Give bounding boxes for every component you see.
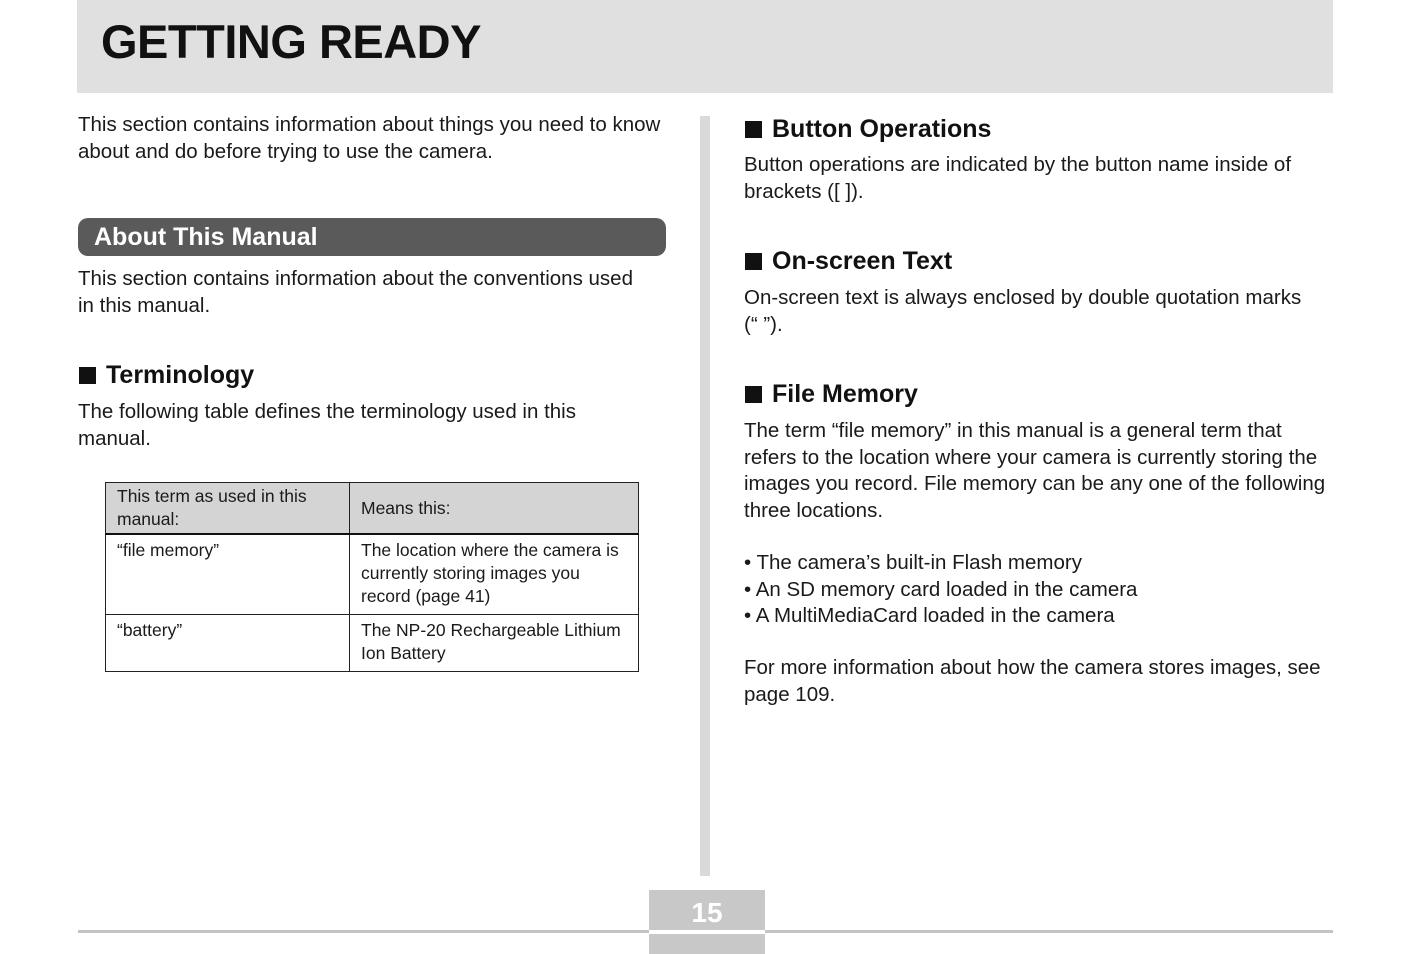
list-item: • An SD memory card loaded in the camera [744,577,1138,601]
table-header-meaning: Means this: [350,483,639,535]
button-operations-heading-label: Button Operations [772,115,992,143]
page-number: 15 [691,897,723,928]
onscreen-text-heading-label: On-screen Text [772,247,953,275]
section-intro-paragraph: This section contains information about the conventions used in this manual. [78,267,633,317]
table-cell-term: “file memory” [106,534,350,615]
file-memory-heading [744,379,918,409]
header-band [77,0,1333,93]
terminology-table [105,482,639,672]
table-cell-meaning: The NP-20 Rechargeable Lithium Ion Battery [350,615,639,672]
table-header-term: This term as used in this manual: [106,483,350,535]
page-title: GETTING READY [101,15,481,68]
square-bullet-icon [745,386,762,403]
section-bar-about-this-manual [78,218,666,256]
list-item: • The camera’s built-in Flash memory [744,551,1082,574]
section-title: About This Manual [94,223,318,251]
table-cell-term: “battery” [106,615,350,672]
table-cell-meaning: The location where the camera is currently storing images you record (page 41) [350,534,639,615]
left-column [78,112,668,450]
terminology-heading-label: Terminology [106,361,255,389]
terminology-heading [78,360,254,390]
page-number-tab [649,890,765,954]
file-memory-locations-list [744,550,1339,630]
table-row [106,615,639,672]
square-bullet-icon [79,367,96,384]
terminology-paragraph: The following table defines the terminology used in this manual. [78,400,576,450]
button-operations-heading [744,114,991,144]
file-memory-heading-label: File Memory [772,380,918,408]
onscreen-text-paragraph: On-screen text is always enclosed by double quotation marks (“ ”). [744,286,1302,336]
file-memory-paragraph: The term “file memory” in this manual is a general term that refers to the location where your camera is currently storing the images you record. File memory can be any one of the following three locations. [744,419,1326,522]
square-bullet-icon [745,121,762,138]
list-item: • A MultiMediaCard loaded in the camera [744,604,1115,627]
button-operations-paragraph: Button operations are indicated by the button name inside of brackets ([ ]). [744,153,1292,203]
square-bullet-icon [745,253,762,270]
column-divider [700,116,710,876]
more-info-paragraph: For more information about how the camera stores images, see page 109. [744,656,1321,706]
table-row [106,534,639,615]
intro-paragraph: This section contains information about things you need to know about and do before trying to use the camera. [78,113,661,163]
onscreen-text-heading [744,246,952,276]
table-header-row [106,483,639,535]
page-tab-divider [649,930,765,934]
